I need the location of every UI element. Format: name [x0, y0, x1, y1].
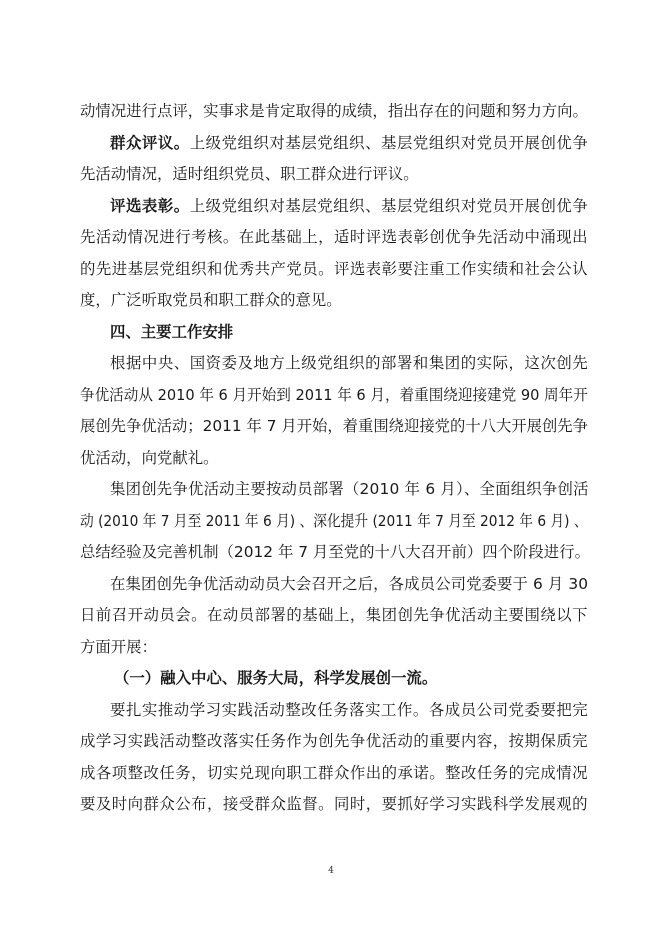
text: 根据中央、国资委及地方上级党组织的部署和集团的实际，这次创先 — [110, 354, 589, 372]
text-line — [80, 537, 588, 569]
page-number: 4 — [328, 866, 334, 876]
text-line — [80, 96, 588, 128]
text-line — [80, 411, 588, 443]
section-heading — [80, 317, 588, 349]
text: 上级党组织对基层党组织、基层党组织对党员开展创优争 — [189, 196, 589, 215]
text-line — [80, 758, 588, 790]
text: 日前召开动员会。在动员部署的基础上，集团创先争优活动主要围绕以下 — [80, 606, 588, 624]
text-line — [80, 474, 588, 506]
text-line — [80, 191, 588, 223]
text: 先活动情况进行考核。在此基础上，适时评选表彰创优争先活动中涌现出 — [80, 228, 588, 246]
text-line — [80, 128, 588, 160]
bold-lead: 评选表彰。 — [110, 196, 190, 215]
heading-text: 四、主要工作安排 — [110, 322, 234, 341]
heading-text: （一）融入中心、服务大局，科学发展创一流。 — [114, 669, 438, 687]
text: 总结经验及完善机制（2012 年 7 月至党的十八大召开前）四个阶段进行。 — [80, 543, 590, 561]
text: 动情况进行点评，实事求是肯定取得的成绩，指出存在的问题和努力方向。 — [80, 102, 588, 120]
text-line — [80, 695, 588, 727]
text: 先活动情况，适时组织党员、职工群众进行评议。 — [80, 165, 419, 183]
text: 上级党组织对基层党组织、基层党组织对党员开展创优争 — [189, 133, 589, 152]
text: 展创先争优活动；2011 年 7 月开始，着重围绕迎接党的十八大开展创先争 — [80, 417, 588, 435]
text-line — [80, 254, 588, 286]
text: 集团创先争优活动主要按动员部署（2010 年 6 月）、全面组织争创活 — [110, 480, 589, 498]
text: 争优活动从 2010 年 6 月开始到 2011 年 6 月，着重围绕迎接建党 90 周年开 — [80, 385, 588, 404]
text-line — [80, 443, 588, 475]
body-text — [80, 96, 588, 821]
subsection-heading — [80, 663, 588, 695]
text-line — [80, 789, 588, 821]
text-line — [80, 569, 588, 601]
text: 要扎实推动学习实践活动整改任务落实工作。各成员公司党委要把完 — [110, 700, 589, 719]
text: 的先进基层党组织和优秀共产党员。评选表彰要注重工作实绩和社会公认 — [80, 259, 588, 278]
text-line — [80, 348, 588, 380]
text-line — [80, 726, 588, 758]
text: 成各项整改任务，切实兑现向职工群众作出的承诺。整改任务的完成情况 — [80, 763, 588, 782]
text: 要及时向群众公布，接受群众监督。同时，要抓好学习实践科学发展观的 — [80, 795, 588, 813]
text: 动 (2010 年 7 月至 2011 年 6 月) 、深化提升 (2011 年 7 月至 2012 年 6 月) 、 — [80, 511, 588, 530]
text: 在集团创先争优活动动员大会召开之后，各成员公司党委要于 6 月 30 — [110, 574, 589, 593]
bold-lead: 群众评议。 — [110, 133, 190, 152]
text-line — [80, 159, 588, 191]
text-line — [80, 222, 588, 254]
text: 成学习实践活动整改落实任务作为创先争优活动的重要内容，按期保质完 — [80, 732, 588, 750]
text-line — [80, 285, 588, 317]
text-line — [80, 632, 588, 664]
text: 方面开展： — [80, 637, 157, 656]
text-line — [80, 506, 588, 538]
text-line — [80, 600, 588, 632]
text: 度，广泛听取党员和职工群众的意见。 — [80, 291, 342, 309]
text: 优活动，向党献礼。 — [80, 448, 219, 467]
text-line — [80, 380, 588, 412]
